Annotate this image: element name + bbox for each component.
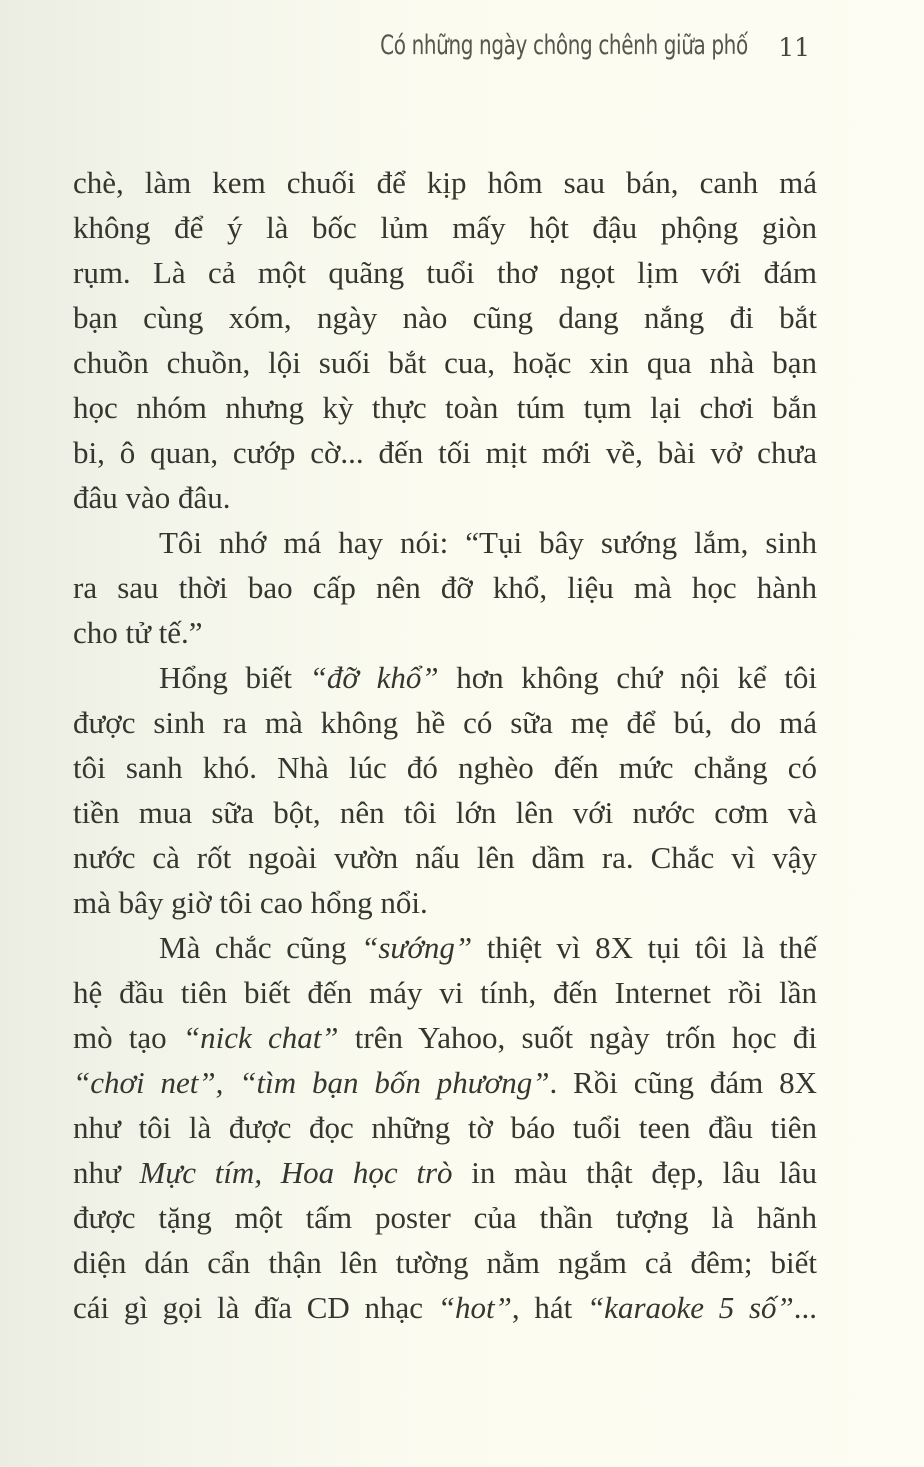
text-line: như tôi là được đọc những tờ báo tuổi teen đầu tiên [73, 1110, 817, 1145]
text-line: được sinh ra mà không hề có sữa mẹ để bú, do má [73, 705, 817, 740]
text-line: đâu vào đâu. [73, 480, 231, 515]
text-line: học nhóm nhưng kỳ thực toàn túm tụm lại chơi bắn [73, 390, 817, 425]
text-line: bi, ô quan, cướp cờ... đến tối mịt mới về, bài vở chưa [73, 435, 817, 470]
text-line: bạn cùng xóm, ngày nào cũng dang nắng đi bắt [73, 300, 817, 335]
text-line: không để ý là bốc lủm mấy hột đậu phộng giòn [73, 210, 817, 245]
text-line: cho tử tế.” [73, 615, 203, 650]
paragraph [73, 655, 817, 925]
text-line: chè, làm kem chuối để kịp hôm sau bán, canh má [73, 165, 817, 200]
chapter-title: Có những ngày chông chênh giữa phố [380, 30, 748, 61]
text-line: mà bây giờ tôi cao hổng nổi. [73, 885, 428, 920]
text-line: Tôi nhớ má hay nói: “Tụi bây sướng lắm, sinh [159, 525, 817, 560]
text-line: hệ đầu tiên biết đến máy vi tính, đến Internet rồi lần [73, 975, 817, 1010]
emphasis: “nick chat” [182, 1020, 339, 1055]
text-line: như Mực tím, Hoa học trò in màu thật đẹp, lâu lâu [73, 1155, 817, 1190]
text-line: tiền mua sữa bột, nên tôi lớn lên với nước cơm và [73, 795, 817, 830]
text-line: chuồn chuồn, lội suối bắt cua, hoặc xin qua nhà bạn [73, 345, 817, 380]
emphasis: “karaoke 5 số” [586, 1290, 794, 1325]
text-line: ra sau thời bao cấp nên đỡ khổ, liệu mà học hành [73, 570, 817, 605]
running-header [0, 30, 810, 70]
emphasis: “hot” [437, 1290, 512, 1325]
text-line: nước cà rốt ngoài vườn nấu lên dầm ra. Chắc vì vậy [73, 840, 817, 875]
text-line: Hổng biết “đỡ khổ” hơn không chứ nội kể tôi [159, 660, 817, 695]
text-line: tôi sanh khó. Nhà lúc đó nghèo đến mức chẳng có [73, 750, 817, 785]
text-line: cái gì gọi là đĩa CD nhạc “hot”, hát “karaoke 5 số”... [73, 1290, 818, 1325]
text-line: được tặng một tấm poster của thần tượng là hãnh [73, 1200, 817, 1235]
page-body [73, 160, 817, 1330]
text-line: “chơi net”, “tìm bạn bốn phương”. Rồi cũng đám 8X [73, 1065, 817, 1100]
text-line: Mà chắc cũng “sướng” thiệt vì 8X tụi tôi là thế [159, 930, 817, 965]
emphasis: “sướng” [361, 930, 473, 965]
page-number: 11 [778, 33, 810, 62]
text-line: mò tạo “nick chat” trên Yahoo, suốt ngày trốn học đi [73, 1020, 817, 1055]
text-line: rụm. Là cả một quãng tuổi thơ ngọt lịm với đám [73, 255, 817, 290]
text-line: diện dán cẩn thận lên tường nằm ngắm cả đêm; biết [73, 1245, 817, 1280]
emphasis: Mực tím, Hoa học trò [139, 1155, 453, 1190]
paragraph [73, 520, 817, 655]
paragraph [73, 925, 817, 1330]
emphasis: “đỡ khổ” [309, 660, 439, 695]
emphasis: “chơi net”, “tìm bạn bốn phương” [73, 1065, 550, 1100]
paragraph [73, 160, 817, 520]
